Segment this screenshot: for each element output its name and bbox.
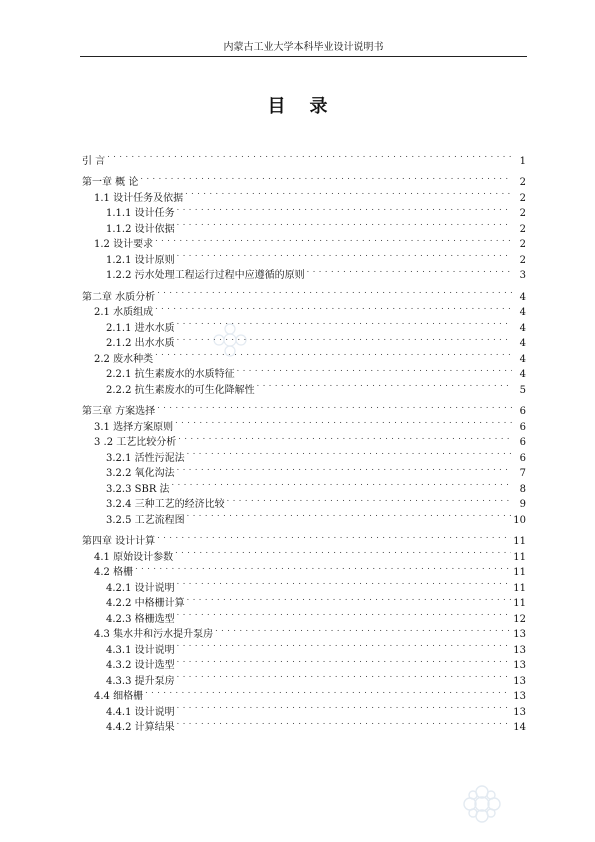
toc-entry-title: 1.2.2 污水处理工程运行过程中应遵循的原则 bbox=[106, 268, 307, 284]
toc-entry[interactable] bbox=[82, 606, 526, 625]
toc-entry-title: 3.1 选择方案原则 bbox=[94, 420, 175, 436]
toc-dot-leader bbox=[155, 346, 512, 362]
toc-entry-title: 1.2 设计要求 bbox=[94, 237, 155, 253]
toc-entry-title: 4.3.1 设计说明 bbox=[106, 643, 177, 659]
toc-page-number: 11 bbox=[511, 581, 526, 597]
toc-dot-leader bbox=[178, 430, 512, 446]
toc-entry[interactable] bbox=[82, 715, 526, 731]
toc-page-number: 13 bbox=[511, 658, 526, 674]
toc-entry-title: 引 言 bbox=[82, 154, 107, 170]
toc-entry-title: 1.1.2 设计依据 bbox=[106, 222, 177, 238]
toc-page-number: 2 bbox=[512, 222, 526, 238]
toc-chapter-entry[interactable] bbox=[82, 148, 526, 167]
toc-entry-title: 4.2.3 格栅选型 bbox=[106, 612, 177, 628]
toc-dot-leader bbox=[177, 216, 512, 232]
toc-entry-title: 4.4.2 计算结果 bbox=[106, 720, 177, 736]
toc-entry[interactable] bbox=[82, 637, 526, 656]
toc-page-number: 11 bbox=[511, 534, 526, 550]
toc-chapter-entry[interactable] bbox=[82, 170, 526, 186]
toc-entry[interactable] bbox=[82, 232, 526, 248]
toc-page-number: 5 bbox=[512, 383, 526, 399]
toc-page-number: 6 bbox=[512, 451, 526, 467]
toc-entry-title: 1.2.1 设计原则 bbox=[106, 253, 177, 269]
toc-entry-title: 第一章 概 论 bbox=[82, 175, 140, 191]
toc-page-number: 2 bbox=[512, 206, 526, 222]
toc-dot-leader bbox=[185, 185, 512, 201]
toc-page-number: 13 bbox=[511, 674, 526, 690]
toc-entry[interactable] bbox=[82, 653, 526, 669]
toc-dot-leader bbox=[257, 377, 512, 393]
toc-entry-title: 4.3 集水井和污水提升泵房 bbox=[94, 627, 215, 643]
toc-dot-leader bbox=[177, 699, 512, 715]
toc-dot-leader bbox=[177, 201, 512, 217]
toc-entry-title: 第四章 设计计算 bbox=[82, 534, 157, 550]
toc-entry-title: 2.1.1 进水水质 bbox=[106, 321, 177, 337]
toc-entry[interactable] bbox=[82, 414, 526, 433]
toc-entry[interactable] bbox=[82, 591, 526, 607]
toc-dot-leader bbox=[177, 461, 512, 477]
toc-entry-title: 4.1 原始设计参数 bbox=[94, 550, 175, 566]
toc-dot-leader bbox=[177, 637, 512, 653]
toc-dot-leader bbox=[172, 476, 512, 492]
toc-dot-leader bbox=[145, 684, 511, 700]
toc-entry-title: 3.2.1 活性污泥法 bbox=[106, 451, 187, 467]
toc-entry-title: 1.1.1 设计任务 bbox=[106, 206, 177, 222]
toc-entry[interactable] bbox=[82, 699, 526, 718]
toc-page-number: 4 bbox=[512, 305, 526, 321]
toc-page-number: 4 bbox=[512, 336, 526, 352]
toc-page-number: 12 bbox=[511, 612, 526, 628]
toc-chapter-entry[interactable] bbox=[82, 284, 526, 303]
toc-dot-leader bbox=[157, 529, 511, 545]
toc-chapter-entry[interactable] bbox=[82, 399, 526, 415]
toc-page-number: 13 bbox=[511, 705, 526, 721]
toc-dot-leader bbox=[155, 300, 512, 316]
toc-dot-leader bbox=[307, 263, 512, 279]
toc-dot-leader bbox=[175, 544, 511, 560]
toc-entry-title: 3 .2 工艺比较分析 bbox=[94, 435, 178, 451]
toc-page-number: 10 bbox=[511, 513, 526, 529]
toc-entry-title: 2.2.2 抗生素废水的可生化降解性 bbox=[106, 383, 257, 399]
toc-dot-leader bbox=[187, 445, 512, 461]
toc-entry[interactable] bbox=[82, 263, 526, 279]
toc-dot-leader bbox=[187, 507, 512, 523]
toc-dot-leader bbox=[157, 399, 512, 415]
toc-dot-leader bbox=[157, 284, 512, 300]
toc-dot-leader bbox=[215, 622, 511, 638]
toc-entry[interactable] bbox=[82, 461, 526, 477]
toc-entry[interactable] bbox=[82, 247, 526, 266]
toc-entry-title: 3.2.5 工艺流程图 bbox=[106, 513, 187, 529]
toc-page-number: 11 bbox=[511, 550, 526, 566]
toc-entry[interactable] bbox=[82, 684, 526, 700]
toc-entry-title: 第三章 方案选择 bbox=[82, 404, 157, 420]
toc-entry[interactable] bbox=[82, 668, 526, 687]
toc-entry-title: 1.1 设计任务及依据 bbox=[94, 191, 185, 207]
toc-entry-title: 3.2.3 SBR 法 bbox=[106, 482, 172, 498]
toc-page-number: 1 bbox=[512, 154, 526, 170]
toc-entry[interactable] bbox=[82, 445, 526, 464]
toc-entry[interactable] bbox=[82, 476, 526, 495]
table-of-contents bbox=[82, 148, 526, 733]
toc-entry[interactable] bbox=[82, 300, 526, 316]
toc-page-number: 6 bbox=[512, 435, 526, 451]
toc-dot-leader bbox=[177, 606, 512, 622]
toc-entry-title: 4.2.1 设计说明 bbox=[106, 581, 177, 597]
toc-page-number: 13 bbox=[511, 689, 526, 705]
toc-dot-leader bbox=[177, 575, 512, 591]
toc-entry[interactable] bbox=[82, 216, 526, 235]
toc-page-number: 2 bbox=[512, 175, 526, 191]
toc-dot-leader bbox=[227, 492, 512, 508]
toc-page-number: 2 bbox=[512, 253, 526, 269]
toc-page-number: 13 bbox=[511, 627, 526, 643]
toc-page-number: 14 bbox=[511, 720, 526, 736]
toc-entry[interactable] bbox=[82, 185, 526, 204]
toc-page-number: 2 bbox=[512, 191, 526, 207]
toc-page-number: 6 bbox=[512, 404, 526, 420]
toc-page-number: 4 bbox=[512, 367, 526, 383]
toc-entry-title: 4.2 格栅 bbox=[94, 565, 135, 581]
toc-entry[interactable] bbox=[82, 492, 526, 508]
toc-dot-leader bbox=[135, 560, 511, 576]
toc-entry[interactable] bbox=[82, 575, 526, 594]
toc-page-number: 4 bbox=[512, 290, 526, 306]
toc-dot-leader bbox=[177, 653, 512, 669]
toc-entry[interactable] bbox=[82, 346, 526, 365]
toc-page-number: 7 bbox=[512, 466, 526, 482]
toc-page-number: 9 bbox=[512, 497, 526, 513]
toc-entry[interactable] bbox=[82, 377, 526, 396]
toc-dot-leader bbox=[175, 414, 512, 430]
toc-entry-title: 第二章 水质分析 bbox=[82, 290, 157, 306]
toc-entry-title: 2.2.1 抗生素废水的水质特征 bbox=[106, 367, 237, 383]
toc-entry-title: 4.3.2 设计选型 bbox=[106, 658, 177, 674]
toc-page-number: 11 bbox=[511, 596, 526, 612]
watermark-flower-icon bbox=[210, 320, 250, 360]
toc-entry[interactable] bbox=[82, 560, 526, 576]
toc-dot-leader bbox=[140, 170, 512, 186]
toc-entry[interactable] bbox=[82, 507, 526, 526]
watermark-flower-icon bbox=[460, 782, 504, 826]
toc-entry[interactable] bbox=[82, 331, 526, 347]
toc-entry-title: 4.3.3 提升泵房 bbox=[106, 674, 177, 690]
toc-page-number: 8 bbox=[512, 482, 526, 498]
toc-dot-leader bbox=[107, 148, 512, 164]
toc-page-number: 13 bbox=[511, 643, 526, 659]
toc-dot-leader bbox=[187, 591, 512, 607]
toc-dot-leader bbox=[177, 668, 512, 684]
toc-entry[interactable] bbox=[82, 362, 526, 378]
toc-entry[interactable] bbox=[82, 544, 526, 563]
toc-entry-title: 2.1.2 出水水质 bbox=[106, 336, 177, 352]
page-title: 目录 bbox=[267, 96, 352, 117]
toc-entry[interactable] bbox=[82, 201, 526, 217]
toc-page-number: 3 bbox=[512, 268, 526, 284]
toc-page-number: 6 bbox=[512, 420, 526, 436]
toc-page-number: 4 bbox=[512, 321, 526, 337]
toc-dot-leader bbox=[177, 715, 512, 731]
toc-entry-title: 2.2 废水种类 bbox=[94, 352, 155, 368]
toc-dot-leader bbox=[237, 362, 512, 378]
toc-entry-title: 4.4.1 设计说明 bbox=[106, 705, 177, 721]
toc-entry-title: 2.1 水质组成 bbox=[94, 305, 155, 321]
toc-entry-title: 4.2.2 中格栅计算 bbox=[106, 596, 187, 612]
toc-entry[interactable] bbox=[82, 430, 526, 446]
toc-chapter-entry[interactable] bbox=[82, 529, 526, 545]
toc-entry[interactable] bbox=[82, 315, 526, 334]
toc-page-number: 2 bbox=[512, 237, 526, 253]
toc-dot-leader bbox=[155, 232, 512, 248]
toc-page-number: 4 bbox=[512, 352, 526, 368]
toc-entry-title: 3.2.4 三种工艺的经济比较 bbox=[106, 497, 227, 513]
toc-entry-title: 3.2.2 氧化沟法 bbox=[106, 466, 177, 482]
toc-entry[interactable] bbox=[82, 622, 526, 638]
toc-entry-title: 4.4 细格栅 bbox=[94, 689, 145, 705]
toc-page-number: 11 bbox=[511, 565, 526, 581]
running-header: 内蒙古工业大学本科毕业设计说明书 bbox=[80, 40, 527, 57]
toc-dot-leader bbox=[177, 247, 512, 263]
